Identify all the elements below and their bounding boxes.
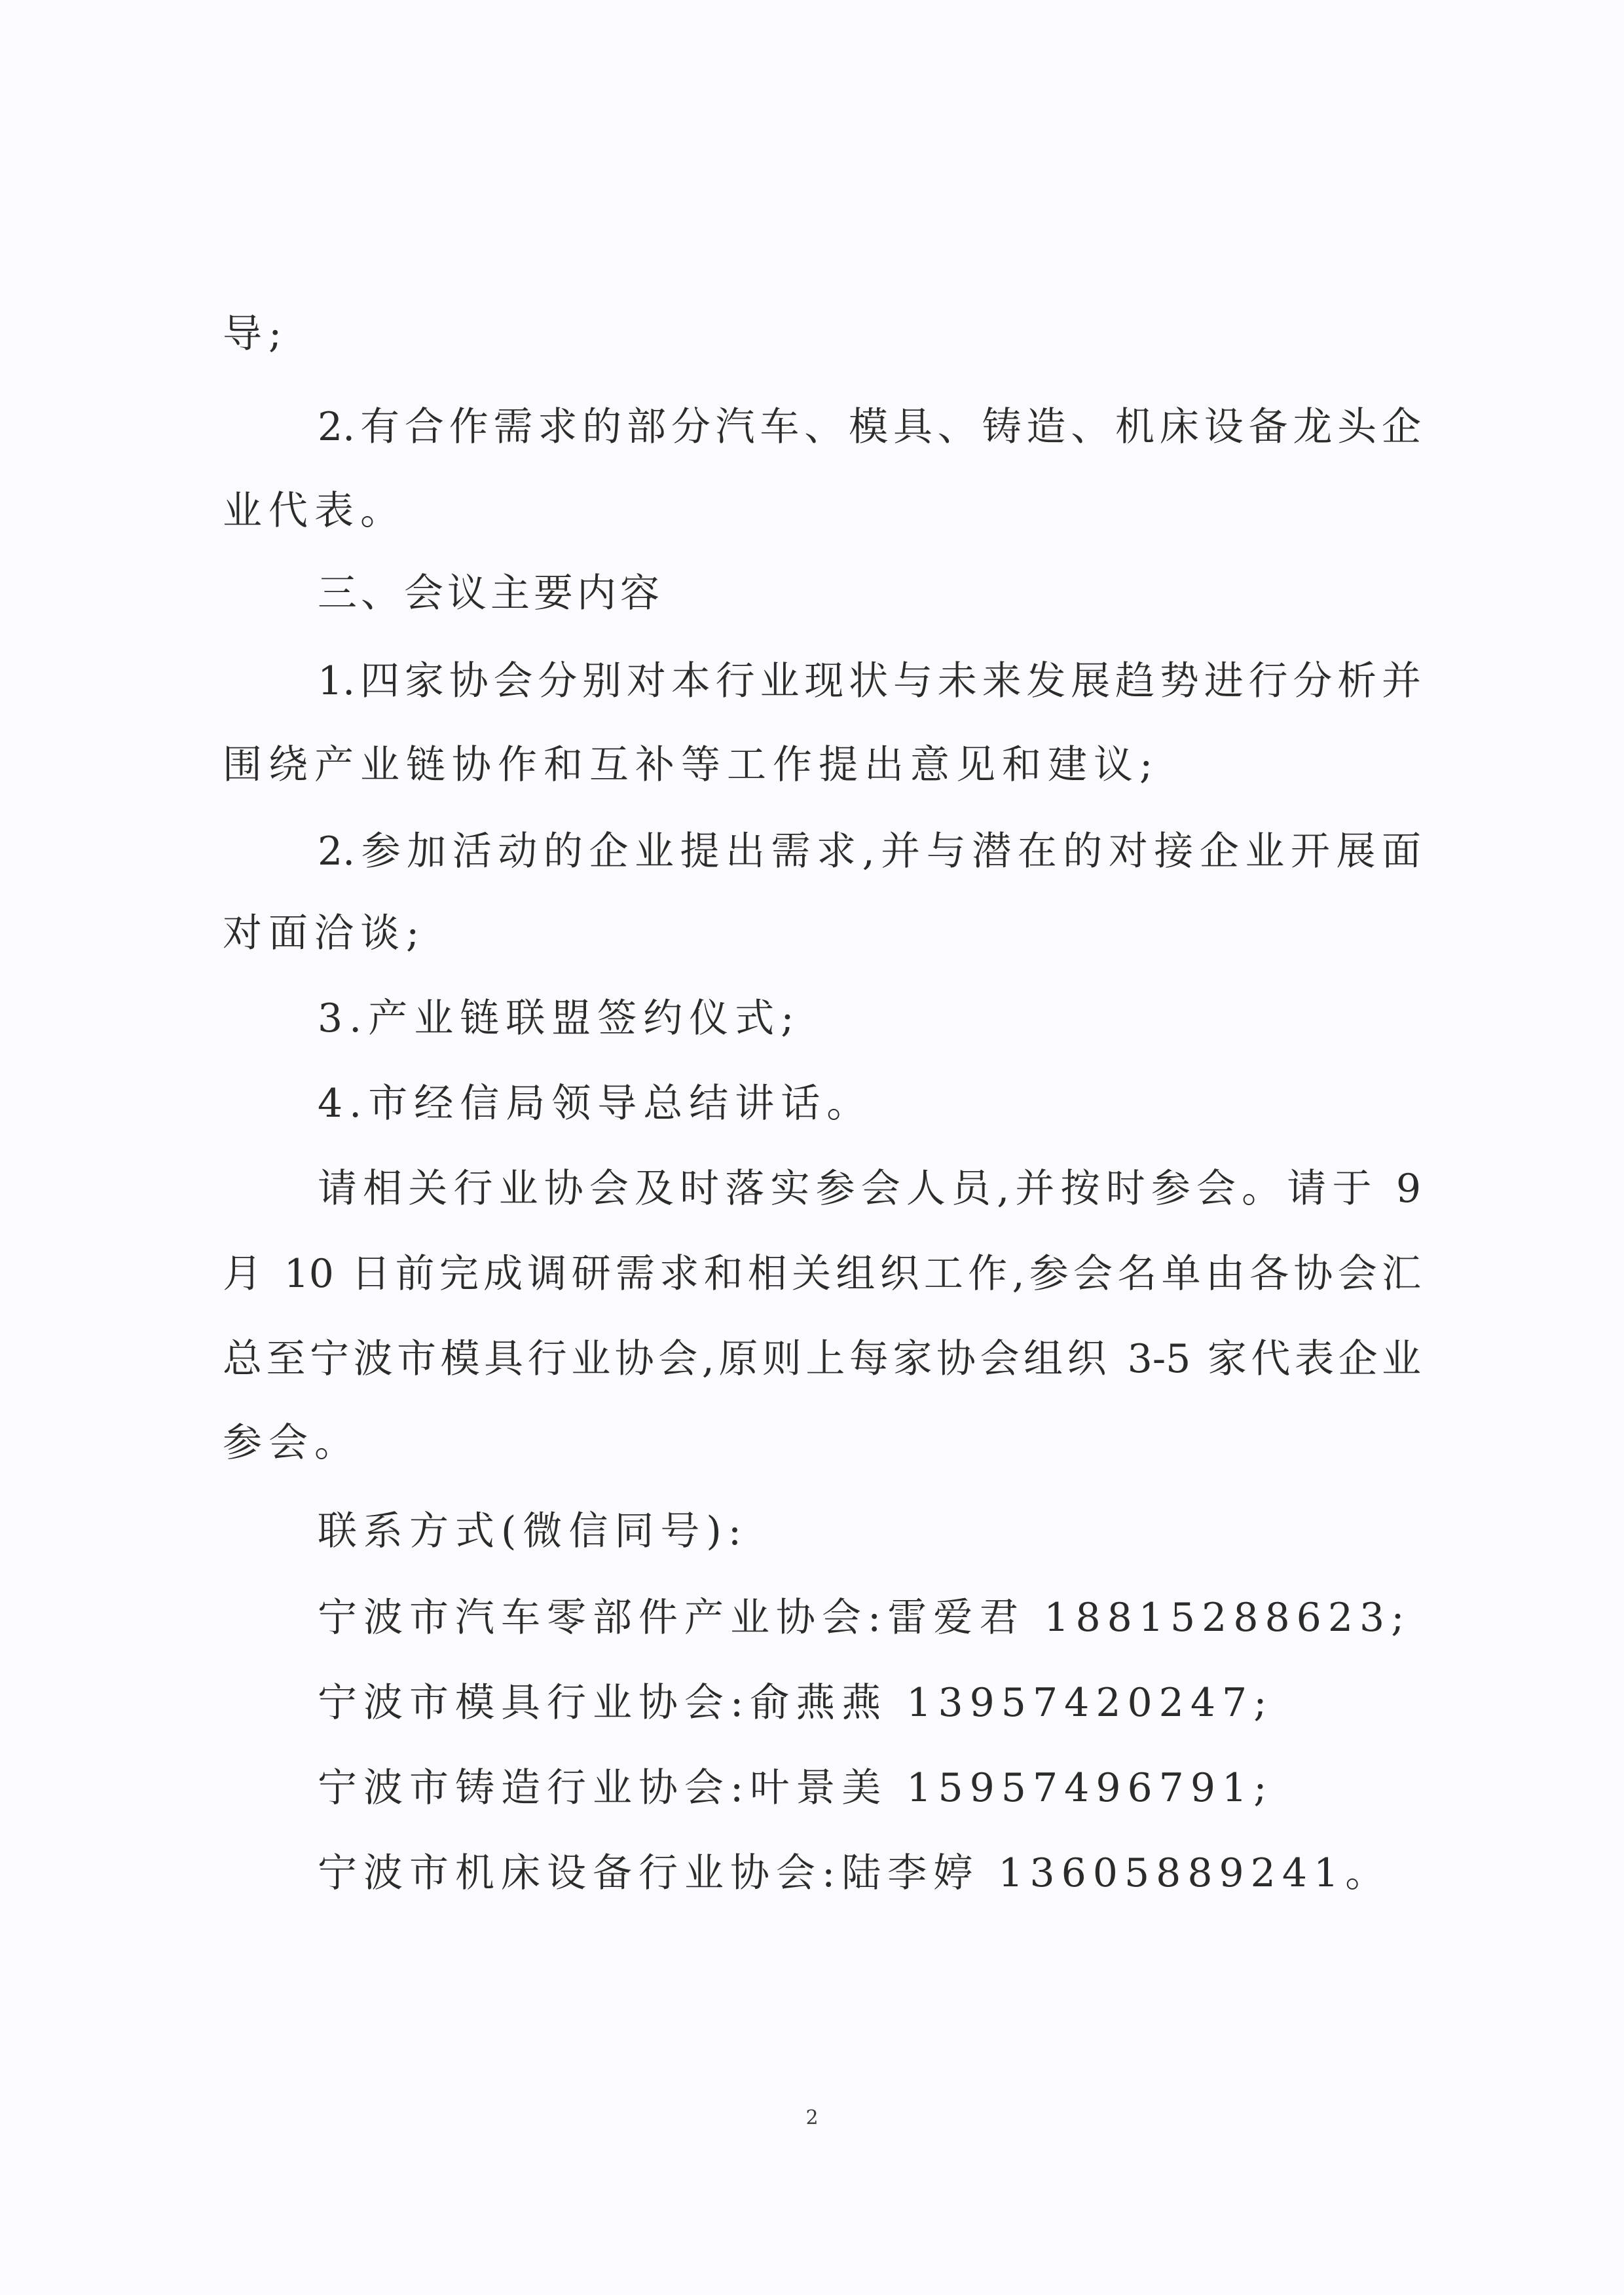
paragraph-line: 月 10 日前完成调研需求和相关组织工作,参会名单由各协会汇	[223, 1251, 1421, 1297]
contact-line: 宁波市机床设备行业协会:陆李婷 13605889241。	[318, 1850, 1392, 1896]
page-number: 2	[805, 2106, 819, 2129]
paragraph-line: 1.四家协会分别对本行业现状与未来发展趋势进行分析并	[318, 658, 1421, 704]
paragraph-line: 请相关行业协会及时落实参会人员,并按时参会。请于 9	[318, 1166, 1421, 1212]
contact-line: 宁波市汽车零部件产业协会:雷爱君 18815288623;	[318, 1595, 1411, 1641]
contact-line: 宁波市模具行业协会:俞燕燕 13957420247;	[318, 1680, 1274, 1726]
contact-line: 宁波市铸造行业协会:叶景美 15957496791;	[318, 1765, 1274, 1811]
paragraph-line: 总至宁波市模具行业协会,原则上每家协会组织 3-5 家代表企业	[223, 1336, 1421, 1382]
section-heading: 三、会议主要内容	[318, 570, 663, 616]
contact-heading: 联系方式(微信同号):	[318, 1508, 748, 1554]
paragraph-line: 导;	[223, 311, 289, 357]
paragraph-line: 2.参加活动的企业提出需求,并与潜在的对接企业开展面	[318, 829, 1421, 874]
paragraph-line: 围绕产业链协作和互补等工作提出意见和建议;	[223, 742, 1160, 788]
paragraph-line: 2.有合作需求的部分汽车、模具、铸造、机床设备龙头企	[318, 404, 1421, 450]
paragraph-line: 参会。	[223, 1420, 360, 1466]
paragraph-line: 4.市经信局领导总结讲话。	[318, 1081, 873, 1127]
paragraph-line: 3.产业链联盟签约仪式;	[318, 996, 801, 1041]
paragraph-line: 业代表。	[223, 488, 406, 534]
paragraph-line: 对面洽谈;	[223, 910, 426, 956]
